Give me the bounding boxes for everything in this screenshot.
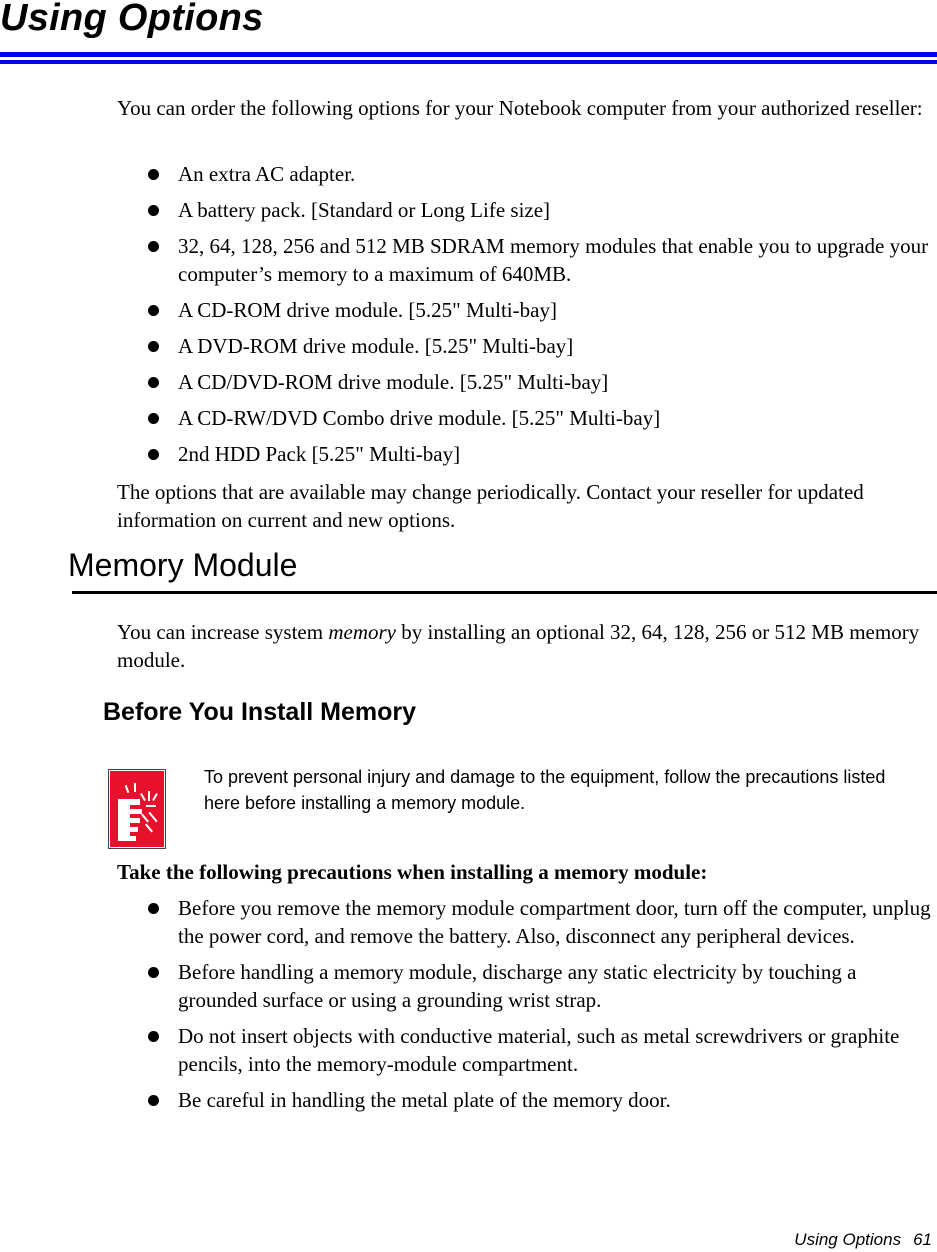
warning-text: To prevent personal injury and damage to the equipment, follow the precautions listed here before installing a memory module. <box>204 767 886 813</box>
bullet-icon <box>148 305 159 316</box>
bullet-icon <box>148 205 159 216</box>
before-install-heading: Before You Install Memory <box>103 698 417 726</box>
bullet-icon <box>148 377 159 388</box>
bullet-icon <box>148 903 159 914</box>
page-number: 61 <box>913 1230 932 1249</box>
bullet-icon <box>148 241 159 252</box>
precautions-heading: Take the following precautions when installing a memory module: <box>117 860 708 884</box>
list-item: A CD/DVD-ROM drive module. [5.25" Multi-bay] <box>148 368 936 396</box>
options-intro: You can order the following options for your Notebook computer from your authorized reseller: <box>117 96 923 120</box>
list-item: An extra AC adapter. <box>148 160 936 188</box>
list-item: Before you remove the memory module compartment door, turn off the computer, unplug the power cord, and remove the battery. Also, disconnect any peripheral devices. <box>148 894 936 950</box>
list-item: A CD-RW/DVD Combo drive module. [5.25" Multi-bay] <box>148 404 936 432</box>
bullet-icon <box>148 1095 159 1106</box>
list-item: A CD-ROM drive module. [5.25" Multi-bay] <box>148 296 936 324</box>
bullet-icon <box>148 449 159 460</box>
hand-warning-icon <box>108 769 166 849</box>
list-item: Be careful in handling the metal plate of the memory door. <box>148 1086 936 1114</box>
list-item: 32, 64, 128, 256 and 512 MB SDRAM memory modules that enable you to upgrade your computer’s memory to a maximum of 640MB. <box>148 232 936 288</box>
list-item: A DVD-ROM drive module. [5.25" Multi-bay] <box>148 332 936 360</box>
list-item: A battery pack. [Standard or Long Life size] <box>148 196 936 224</box>
bullet-icon <box>148 413 159 424</box>
page-footer <box>700 1229 932 1251</box>
section-rule <box>72 591 937 594</box>
list-item: 2nd HDD Pack [5.25" Multi-bay] <box>148 440 936 468</box>
title-double-rule <box>0 52 937 64</box>
list-item: Do not insert objects with conductive material, such as metal screwdrivers or graphite pencils, into the memory-module compartment. <box>148 1022 936 1078</box>
memory-module-heading: Memory Module <box>68 547 298 583</box>
memory-emphasis: memory <box>328 620 396 644</box>
bullet-icon <box>148 169 159 180</box>
bullet-icon <box>148 967 159 978</box>
footer-section-name: Using Options <box>794 1230 902 1249</box>
bullet-icon <box>148 341 159 352</box>
page-title: Using Options <box>0 0 264 39</box>
list-item: Before handling a memory module, discharge any static electricity by touching a grounded surface or using a grounding wrist strap. <box>148 958 936 1014</box>
options-note: The options that are available may change periodically. Contact your reseller for updated information on current and new options. <box>117 480 864 532</box>
bullet-icon <box>148 1031 159 1042</box>
options-list <box>148 160 936 468</box>
precautions-list <box>148 894 936 1114</box>
memory-intro: You can increase system memory by installing an optional 32, 64, 128, 256 or 512 MB memory module. <box>117 620 920 672</box>
